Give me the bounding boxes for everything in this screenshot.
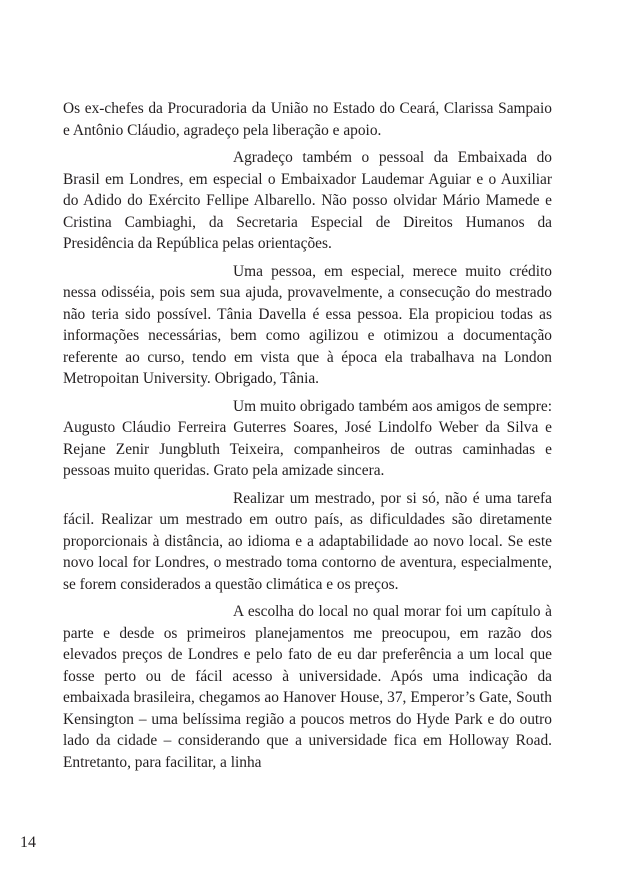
paragraph: Uma pessoa, em especial, merece muito crédito nessa odisséia, pois sem sua ajuda, provavelmente, a consecução do mestrado não teria sido possível. Tânia Davella é essa pessoa. Ela propiciou todas as informações necessárias, bem como agilizou e otimizou a documentação referente ao curso, tendo em vista que à época ela trabalhava na London Metropoitan University. Obrigado, Tânia. bbox=[63, 262, 552, 387]
paragraph: A escolha do local no qual morar foi um capítulo à parte e desde os primeiros planejamentos me preocupou, em razão dos elevados preços de Londres e pelo fato de eu dar preferência a um local que fosse perto ou de fácil acesso à universidade. Após uma indicação da embaixada brasileira, chegamos ao Hanover House, 37, Emperor’s Gate, South Kensington – uma belíssima região a poucos metros do Hyde Park e do outro lado da cidade – considerando que a universidade fica em Holloway Road. Entretanto, para facilitar, a linha bbox=[63, 603, 552, 771]
paragraph: Os ex-chefes da Procuradoria da União no Estado do Ceará, Clarissa Sampaio e Antônio Cláudio, agradeço pela liberação e apoio. bbox=[63, 100, 552, 139]
page-number: 14 bbox=[20, 834, 36, 851]
paragraph: Realizar um mestrado, por si só, não é uma tarefa fácil. Realizar um mestrado em outro país, as dificuldades são diretamente proporcionais à distância, ao idioma e a adaptabilidade ao novo local. Se este novo local for Londres, o mestrado toma contorno de aventura, especialmente, se forem considerados a questão climática e os preços. bbox=[63, 489, 552, 593]
paragraph: Agradeço também o pessoal da Embaixada do Brasil em Londres, em especial o Embaixador Laudemar Aguiar e o Auxiliar do Adido do Exército Fellipe Albarello. Não posso olvidar Mário Mamede e Cristina Cambiaghi, da Secretaria Especial de Direitos Humanos da Presidência da República pelas orientações. bbox=[63, 149, 552, 252]
paragraph: Um muito obrigado também aos amigos de sempre: Augusto Cláudio Ferreira Guterres Soares, José Lindolfo Weber da Silva e Rejane Zenir Jungbluth Teixeira, companheiros de outras caminhadas e pessoas muito queridas. Grato pela amizade sincera. bbox=[63, 397, 552, 479]
page-body bbox=[63, 98, 552, 773]
